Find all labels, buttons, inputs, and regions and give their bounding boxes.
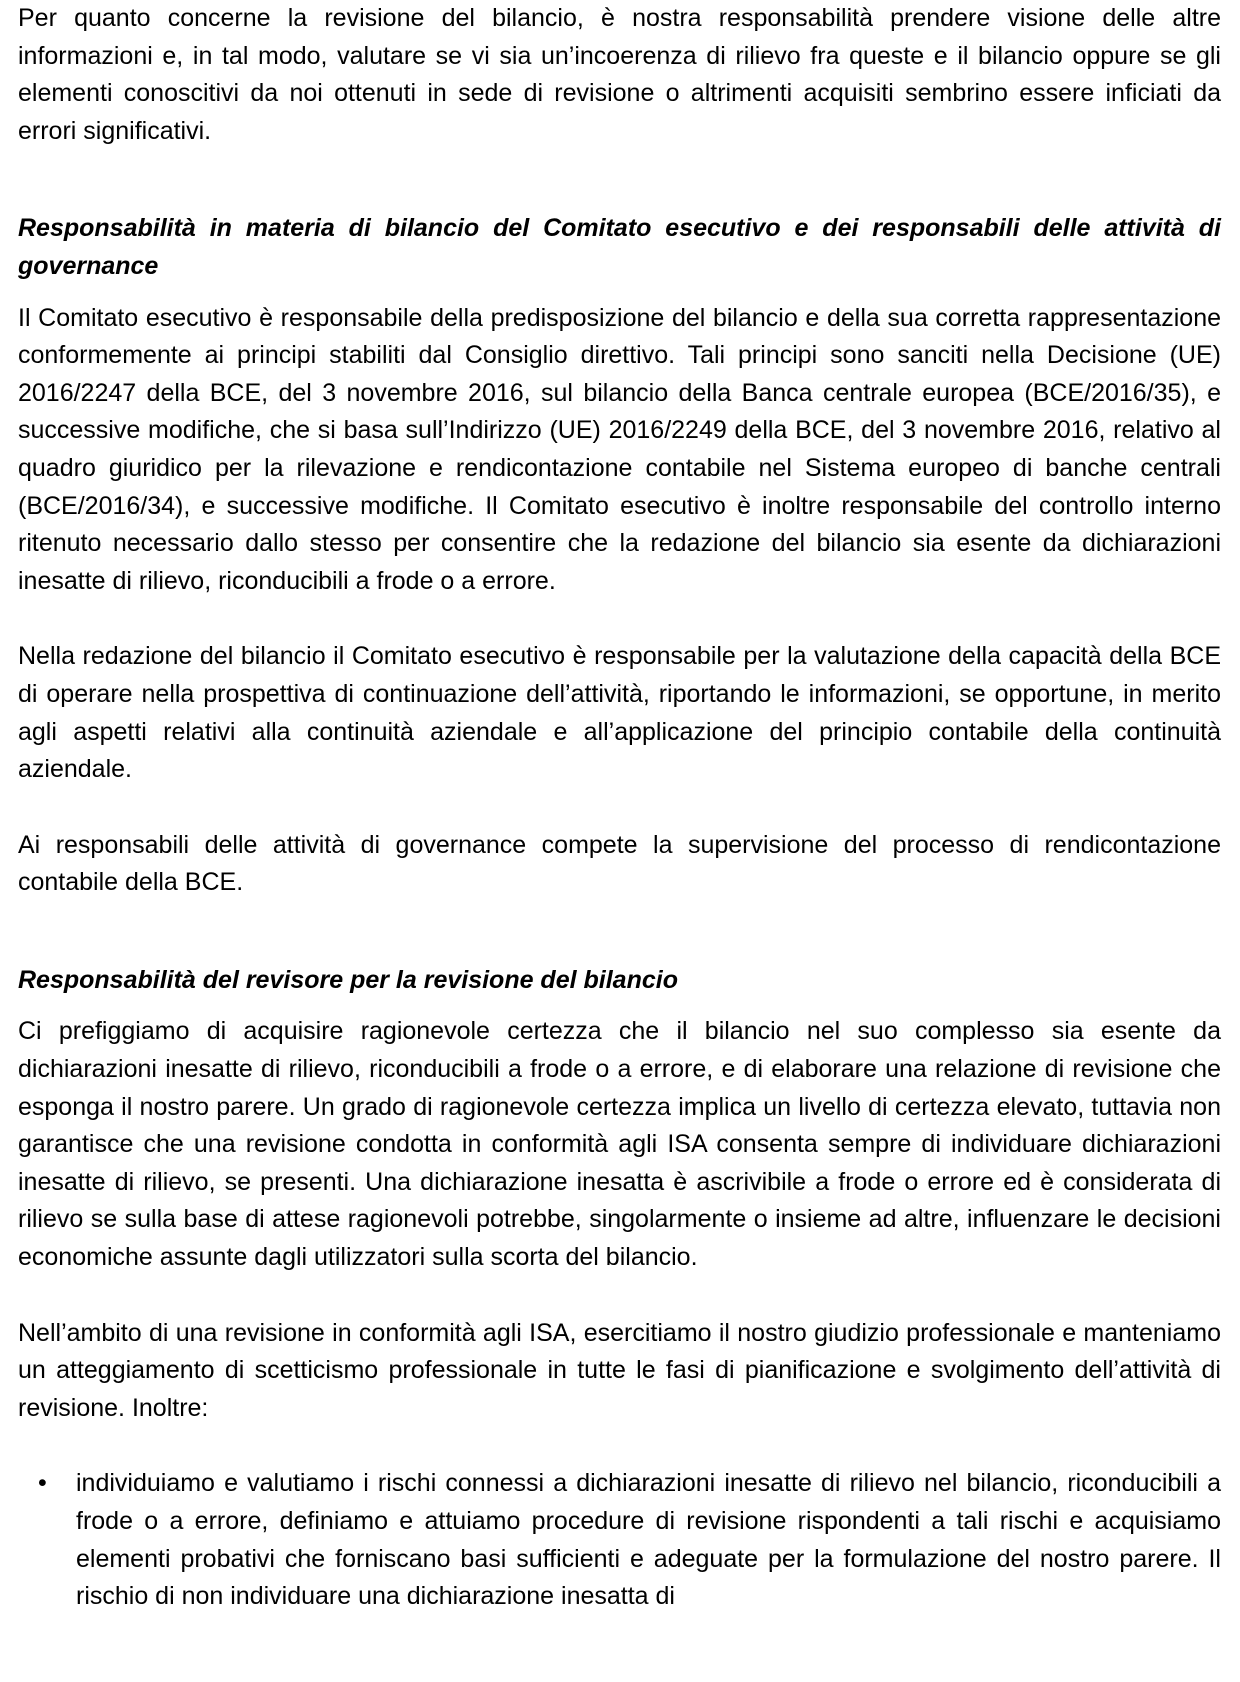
paragraph-executive-board-preparation: Il Comitato esecutivo è responsabile della predisposizione del bilancio e della sua corretta rappresentazione conformemente ai principi stabiliti dal Consiglio direttivo. Tali principi sono sanciti nella Decisione (UE) 2016/2247 della BCE, del 3 novembre 2016, sul bilancio della Banca centrale europea (BCE/2016/35), e successive modifiche, che si basa sull’Indirizzo (UE) 2016/2249 della BCE, del 3 novembre 2016, relativo al quadro giuridico per la rilevazione e rendicontazione contabile nel Sistema europeo di banche centrali (BCE/2016/34), e successive modifiche. Il Comitato esecutivo è inoltre responsabile del controllo interno ritenuto necessario dallo stesso per consentire che la redazione del bilancio sia esente da dichiarazioni inesatte di rilievo, riconducibili a frode o a errore. [18,303,1221,595]
paragraph-other-information: Per quanto concerne la revisione del bilancio, è nostra responsabilità prendere visione delle altre informazioni e, in tal modo, valutare se vi sia un’incoerenza di rilievo fra queste e il bilancio oppure se gli elementi conoscitivi da noi ottenuti in sede di revisione o altrimenti acquisiti sembrino essere inficiati da errori significativi. [18,4,1221,145]
paragraph-governance-oversight: Ai responsabili delle attività di governance compete la supervisione del processo di rendicontazione contabile della BCE. [18,830,1221,897]
paragraph-going-concern: Nella redazione del bilancio il Comitato esecutivo è responsabile per la valutazione della capacità della BCE di operare nella prospettiva di continuazione dell’attività, riportando le informazioni, se opportune, in merito agli aspetti relativi alla continuità aziendale e all’applicazione del principio contabile della continuità aziendale. [18,642,1221,784]
list-item-text: individuiamo e valutiamo i rischi connessi a dichiarazioni inesatte di rilievo nel bilancio, riconducibili a frode o a errore, definiamo e attuiamo procedure di revisione rispondenti a tali rischi e acquisiamo elementi probativi che forniscano basi sufficienti e adeguate per la formulazione del nostro parere. Il rischio di non individuare una dichiarazione inesatta di [76,1469,1221,1611]
list-item [18,1465,1221,1615]
paragraph-reasonable-assurance: Ci prefiggiamo di acquisire ragionevole certezza che il bilancio nel suo complesso sia esente da dichiarazioni inesatte di rilievo, riconducibili a frode o a errore, e di elaborare una relazione di revisione che esponga il nostro parere. Un grado di ragionevole certezza implica un livello di certezza elevato, tuttavia non garantisce che una revisione condotta in conformità agli ISA consenta sempre di individuare dichiarazioni inesatte di rilievo, se presenti. Una dichiarazione inesatta è ascrivibile a frode o errore ed è considerata di rilievo se sulla base di attese ragionevoli potrebbe, singolarmente o insieme ad altre, influenzare le decisioni economiche assunte dagli utilizzatori sulla scorta del bilancio. [18,1017,1221,1272]
bullet-list [18,1465,1221,1615]
heading-executive-board-responsibilities: Responsabilità in materia di bilancio del Comitato esecutivo e dei responsabili delle attività di governance [18,214,1221,280]
paragraph-professional-judgement: Nell’ambito di una revisione in conformità agli ISA, esercitiamo il nostro giudizio professionale e manteniamo un atteggiamento di scetticismo professionale in tutte le fasi di pianificazione e svolgimento dell’attività di revisione. Inoltre: [18,1318,1221,1422]
heading-auditor-responsibilities: Responsabilità del revisore per la revisione del bilancio [18,965,678,994]
bullet-icon: • [38,1469,47,1498]
document-page [18,0,1221,1616]
